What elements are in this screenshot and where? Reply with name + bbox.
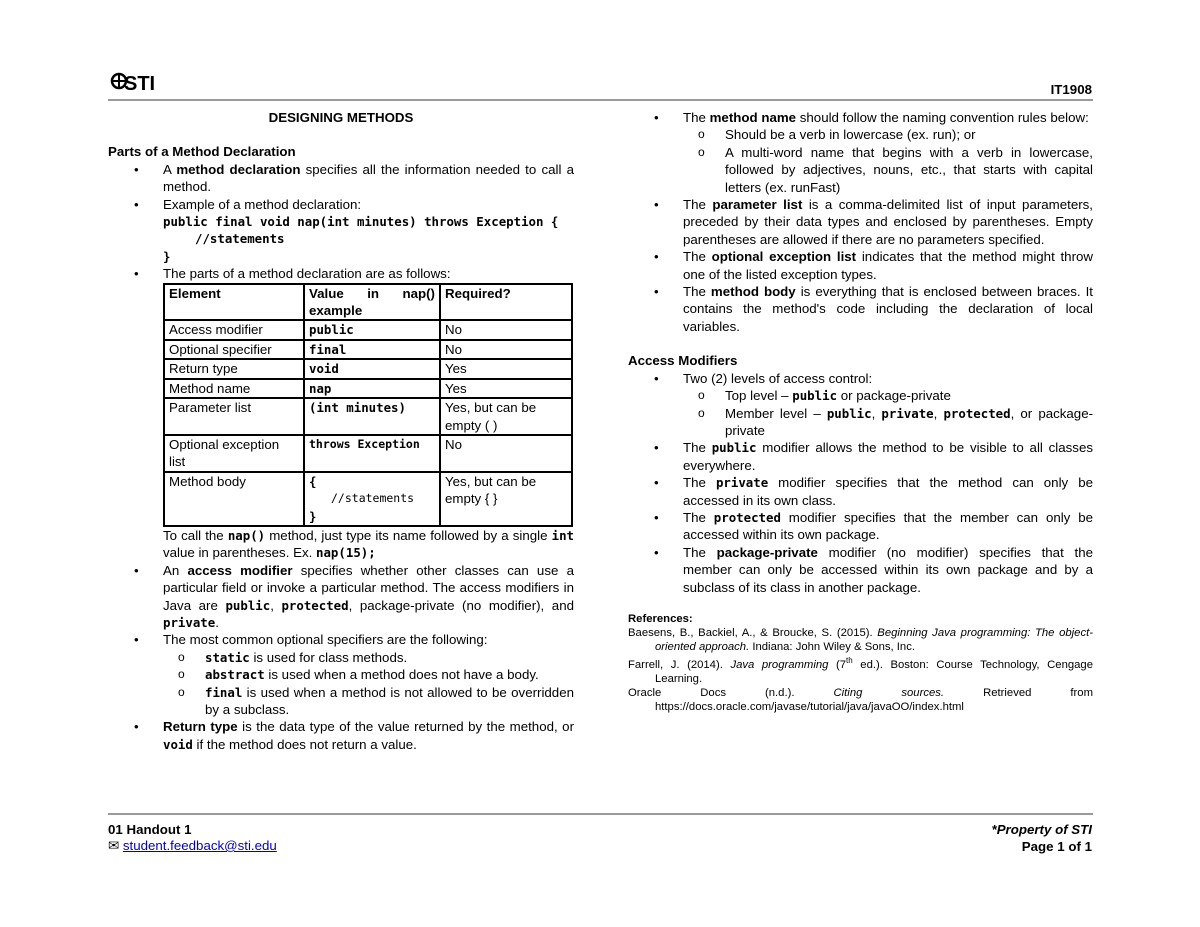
table-row bbox=[164, 379, 572, 398]
sub-list-item: o static is used for class methods. bbox=[108, 649, 574, 666]
left-column bbox=[108, 109, 574, 753]
list-item: • A method declaration specifies all the information needed to call a method. bbox=[108, 161, 574, 196]
method-parts-table bbox=[163, 283, 573, 527]
list-item: • The method body is everything that is enclosed between braces. It contains the method's code including the declaration of local variables. bbox=[628, 283, 1093, 335]
property-label: *Property of STI bbox=[991, 822, 1092, 837]
table-cell: Access modifier bbox=[164, 320, 304, 339]
table-row bbox=[164, 472, 572, 526]
table-cell: Method body bbox=[164, 472, 304, 526]
list-item: • Two (2) levels of access control: bbox=[628, 370, 1093, 387]
table-header-cell: Value in nap() example bbox=[304, 284, 440, 321]
list-item: • The method name should follow the naming convention rules below: bbox=[628, 109, 1093, 126]
logo-text: STI bbox=[124, 73, 156, 95]
sti-logo bbox=[110, 70, 170, 96]
list-item: • The optional exception list indicates that the method might throw one of the listed exception types. bbox=[628, 248, 1093, 283]
table-header-cell: Required? bbox=[440, 284, 572, 321]
list-item: • The most common optional specifiers are the following: bbox=[108, 631, 574, 648]
page-number: Page 1 of 1 bbox=[1021, 839, 1092, 855]
list-item: • Return type is the data type of the value returned by the method, or void if the method does not return a value. bbox=[108, 718, 574, 753]
header-divider bbox=[108, 99, 1093, 101]
sub-list-item: o final is used when a method is not allowed to be overridden by a subclass. bbox=[108, 684, 574, 719]
list-item: • An access modifier specifies whether other classes can use a particular field or invoke a particular method. The access modifiers in Java are public, protected, package-private (no modifier), and private. bbox=[108, 562, 574, 632]
code-example-line3: } bbox=[163, 248, 171, 264]
envelope-icon: ✉ bbox=[108, 838, 120, 853]
table-cell: Parameter list bbox=[164, 398, 304, 435]
email-link[interactable]: student.feedback@sti.edu bbox=[122, 838, 277, 853]
table-cell: throws Exception bbox=[304, 435, 440, 472]
table-header-row bbox=[164, 284, 572, 321]
list-item: • The public modifier allows the method to be visible to all classes everywhere. bbox=[628, 439, 1093, 474]
list-item: • The parts of a method declaration are as follows: bbox=[108, 265, 574, 282]
section-heading-access: Access Modifiers bbox=[628, 353, 738, 369]
list-item: • The package-private modifier (no modifier) specifies that the member can only be accessed within its own package and by a subclass of its class in another package. bbox=[628, 544, 1093, 596]
table-cell: Return type bbox=[164, 359, 304, 378]
references bbox=[628, 612, 1093, 714]
table-row bbox=[164, 359, 572, 378]
table-header-cell: Element bbox=[164, 284, 304, 321]
reference-item: Farrell, J. (2014). Java programming (7th ed.). Boston: Course Technology, Cengage Learning. bbox=[628, 655, 1093, 685]
code-example-line2: //statements bbox=[195, 231, 285, 247]
right-column bbox=[628, 109, 1093, 714]
list-item: • The protected modifier specifies that the member can only be accessed within its own package. bbox=[628, 509, 1093, 544]
table-cell: public bbox=[304, 320, 440, 339]
footer-right bbox=[992, 821, 1092, 856]
table-cell: final bbox=[304, 340, 440, 359]
table-cell: Yes, but can be empty ( ) bbox=[440, 398, 572, 435]
list-item: • Example of a method declaration: bbox=[108, 196, 574, 213]
sub-list-item: o Should be a verb in lowercase (ex. run); or bbox=[628, 126, 1093, 143]
sub-list-item: o A multi-word name that begins with a verb in lowercase, followed by adjectives, nouns, etc., that starts with capital letters (ex. runFast) bbox=[628, 144, 1093, 196]
code-example-line1: public final void nap(int minutes) throws Exception { bbox=[163, 214, 559, 230]
handout-title: 01 Handout 1 bbox=[108, 822, 192, 837]
footer-divider bbox=[108, 813, 1093, 815]
reference-item: Oracle Docs (n.d.). Citing sources. Retrieved from https://docs.oracle.com/javase/tutorial/java/javaOO/index.html bbox=[628, 686, 1094, 713]
list-item: • The parameter list is a comma-delimited list of input parameters, preceded by their data types and enclosed by parentheses. Empty parentheses are allowed if there are no parameters specified. bbox=[628, 196, 1093, 248]
references-heading: References: bbox=[628, 612, 693, 625]
table-row bbox=[164, 320, 572, 339]
footer-email bbox=[108, 837, 277, 854]
table-cell: No bbox=[440, 340, 572, 359]
course-code: IT1908 bbox=[1050, 82, 1092, 97]
parts-list bbox=[108, 161, 574, 213]
table-cell: No bbox=[440, 320, 572, 339]
table-cell: (int minutes) bbox=[304, 398, 440, 435]
table-cell: Optional exception list bbox=[164, 435, 304, 472]
table-cell: { //statements } bbox=[304, 472, 440, 526]
reference-item: Baesens, B., Backiel, A., & Broucke, S. (2015). Beginning Java programming: The object-oriented approach. Indiana: John Wiley & Sons, Inc. bbox=[628, 626, 1093, 653]
table-row bbox=[164, 398, 572, 435]
list-item: • The private modifier specifies that the method can only be accessed in its own class. bbox=[628, 474, 1093, 509]
table-row bbox=[164, 340, 572, 359]
table-cell: Yes bbox=[440, 379, 572, 398]
table-cell: Yes bbox=[440, 359, 572, 378]
table-row bbox=[164, 435, 572, 472]
sub-list-item: o Top level – public or package-private bbox=[628, 387, 1093, 404]
table-cell: Method name bbox=[164, 379, 304, 398]
call-example-text: To call the nap() method, just type its name followed by a single int value in parentheses. Ex. nap(15); bbox=[163, 527, 575, 561]
page-title: DESIGNING METHODS bbox=[268, 110, 414, 125]
sub-list-item: o Member level – public, private, protected, or package-private bbox=[628, 405, 1093, 440]
table-cell: Yes, but can be empty { } bbox=[440, 472, 572, 526]
table-cell: Optional specifier bbox=[164, 340, 304, 359]
table-cell: void bbox=[304, 359, 440, 378]
table-cell: nap bbox=[304, 379, 440, 398]
sub-list-item: o abstract is used when a method does not have a body. bbox=[108, 666, 574, 683]
table-cell: No bbox=[440, 435, 572, 472]
section-heading-parts: Parts of a Method Declaration bbox=[108, 144, 296, 160]
